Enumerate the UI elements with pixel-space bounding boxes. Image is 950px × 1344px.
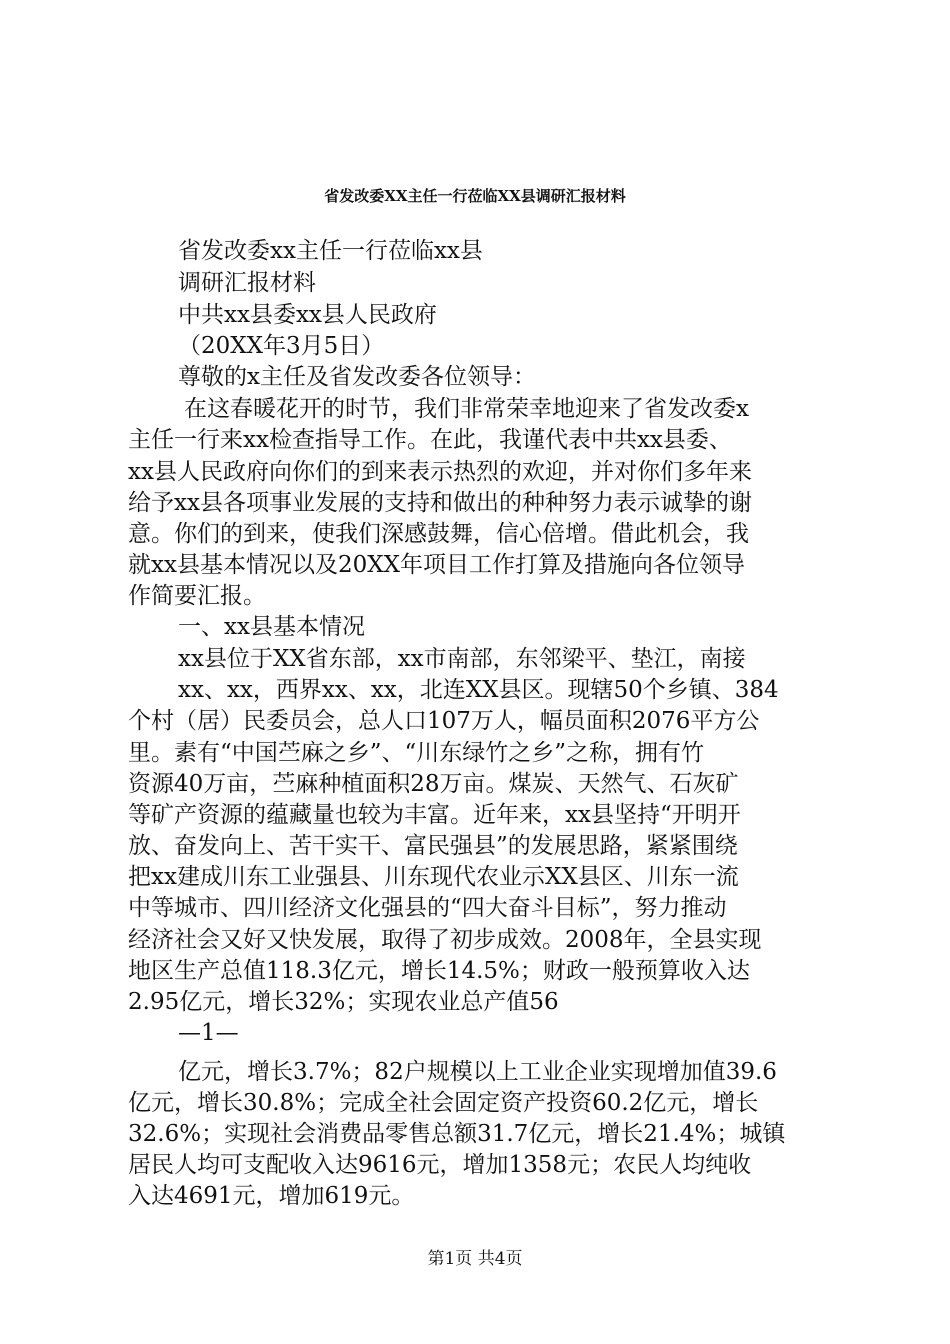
paragraph-line: xx、xx，西界xx、xx，北连XX县区。现辖50个乡镇、384 [178, 677, 779, 703]
paragraph-line: 作简要汇报。 [128, 583, 266, 609]
paragraph-line: 亿元，增长30.8%；完成全社会固定资产投资60.2亿元，增长 [128, 1090, 759, 1116]
paragraph-line: 中等城市、四川经济文化强县的“四大奋斗目标”，努力推动 [128, 895, 727, 921]
paragraph-line: 在这春暖花开的时节，我们非常荣幸地迎来了省发改委x [184, 396, 749, 422]
paragraph-line: 入达4691元，增加619元。 [128, 1183, 415, 1209]
paragraph-line: 地区生产总值118.3亿元，增长14.5%；财政一般预算收入达 [128, 958, 750, 984]
paragraph-line: 里。素有“中国苎麻之乡”、“川东绿竹之乡”之称，拥有竹 [128, 740, 705, 766]
section-heading: 一、xx县基本情况 [178, 614, 365, 640]
page-marker: —1— [178, 1020, 239, 1046]
paragraph-line: 2.95亿元，增长32%；实现农业总产值56 [128, 989, 559, 1015]
subtitle-line-1: 省发改委xx主任一行莅临xx县 [178, 238, 483, 264]
paragraph-line: 就xx县基本情况以及20XX年项目工作打算及措施向各位领导 [128, 552, 745, 578]
salutation-line: 尊敬的x主任及省发改委各位领导： [178, 364, 536, 390]
page-footer: 第1页 共4页 [427, 1249, 523, 1269]
paragraph-line: 32.6%；实现社会消费品零售总额31.7亿元，增长21.4%；城镇 [128, 1121, 786, 1147]
paragraph-line: 居民人均可支配收入达9616元，增加1358元；农民人均纯收 [128, 1152, 752, 1178]
date-line: （20XX年3月5日） [178, 333, 385, 359]
paragraph-line: 把xx建成川东工业强县、川东现代农业示XX县区、川东一流 [128, 864, 739, 890]
subtitle-line-2: 调研汇报材料 [178, 270, 316, 296]
paragraph-line: 主任一行来xx检查指导工作。在此，我谨代表中共xx县委、 [128, 427, 732, 453]
paragraph-line: 意。你们的到来，使我们深感鼓舞，信心倍增。借此机会，我 [128, 521, 749, 547]
paragraph-line: xx县人民政府向你们的到来表示热烈的欢迎，并对你们多年来 [128, 459, 752, 485]
paragraph-line: xx县位于XX省东部，xx市南部，东邻梁平、垫江，南接 [178, 646, 746, 672]
paragraph-line: 放、奋发向上、苦干实干、富民强县”的发展思路，紧紧围绕 [128, 833, 738, 859]
paragraph-line: 等矿产资源的蕴藏量也较为丰富。近年来，xx县坚持“开明开 [128, 802, 741, 828]
paragraph-line: 个村（居）民委员会，总人口107万人，幅员面积2076平方公 [128, 708, 760, 734]
paragraph-line: 资源40万亩，苎麻种植面积28万亩。煤炭、天然气、石灰矿 [128, 771, 739, 797]
paragraph-line: 亿元，增长3.7%；82户规模以上工业企业实现增加值39.6 [178, 1059, 777, 1085]
document-title: 省发改委XX主任一行莅临XX县调研汇报材料 [324, 187, 626, 205]
author-line: 中共xx县委xx县人民政府 [178, 302, 437, 328]
paragraph-line: 经济社会又好又快发展，取得了初步成效。2008年，全县实现 [128, 927, 762, 953]
paragraph-line: 给予xx县各项事业发展的支持和做出的种种努力表示诚挚的谢 [128, 490, 752, 516]
